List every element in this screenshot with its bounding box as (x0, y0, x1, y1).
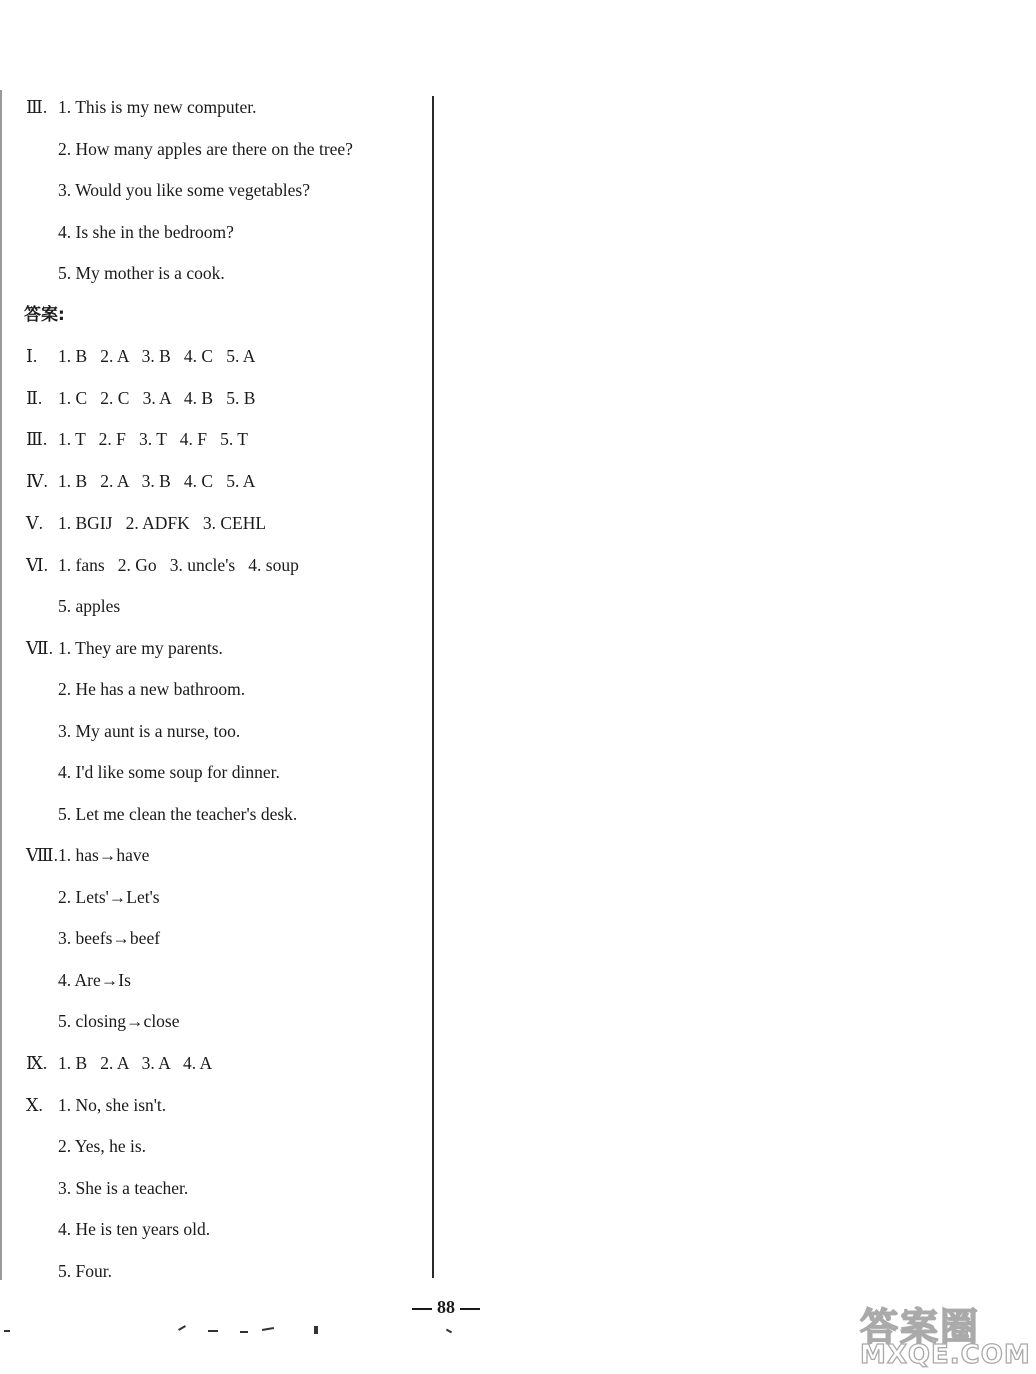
question-text: 4. Is she in the bedroom? (58, 222, 234, 242)
dash-left (412, 1308, 432, 1310)
scan-mark (178, 1325, 186, 1331)
answers-heading: 答案: (24, 305, 65, 325)
scan-mark (4, 1330, 10, 1332)
section-roman-numeral: Ⅲ. (26, 97, 48, 117)
question-text: 2. How many apples are there on the tree? (58, 139, 353, 159)
question-text: 3. Would you like some vegetables? (58, 180, 310, 200)
watermark-cn-text: 答案圈 (860, 1305, 981, 1349)
scan-mark (262, 1327, 274, 1331)
page-number: 88 (407, 1297, 485, 1318)
scan-mark (208, 1330, 218, 1332)
watermark-en-text: MXQE.COM (860, 1340, 1031, 1370)
scan-mark (240, 1331, 248, 1333)
watermark (858, 1296, 1031, 1370)
scan-mark (446, 1329, 452, 1334)
answer-key-page: Ⅲ. 1. This is my new computer. 2. How many apples are there on the tree? 3. Would you like some vegetables? 4. Is she in the bedroom? 5. My mother is a cook. 答案: Ⅰ. 1. B 2. A 3. B 4. C 5. A Ⅱ. 1. C 2. C 3. A 4. B 5. B Ⅲ. 1. T 2. F 3. T 4. F 5. T Ⅳ. 1. B 2. A 3. B 4. C 5. A Ⅴ. 1. BGIJ 2. ADFK 3. CEHL Ⅵ. 1. fans 2. Go 3. uncle's 4. soup 5. apples Ⅶ. 1. They are my parents. 2. He has a new bathroom. 3. My aunt is a nurse, too. 4. I'd like some soup for dinner. 5. Let me clean the teacher's desk. Ⅷ. 1. has→have 2. Lets'→Let's 3. beefs→beef 4. Are→Is 5. closing→close Ⅸ. 1. B 2. A 3. A 4. A Ⅹ. 1. No, she isn't. 2. Yes, he is. 3. She is a teacher. 4. He is ten years old. 5. Four. 88 答案圈 MXQE.COM (0, 0, 1036, 1374)
scan-mark (314, 1326, 318, 1334)
question-text: 5. My mother is a cook. (58, 263, 225, 283)
question-text: 1. This is my new computer. (58, 97, 257, 117)
dash-right (460, 1308, 480, 1310)
column-divider (432, 96, 434, 1278)
page-left-border (0, 90, 2, 1280)
